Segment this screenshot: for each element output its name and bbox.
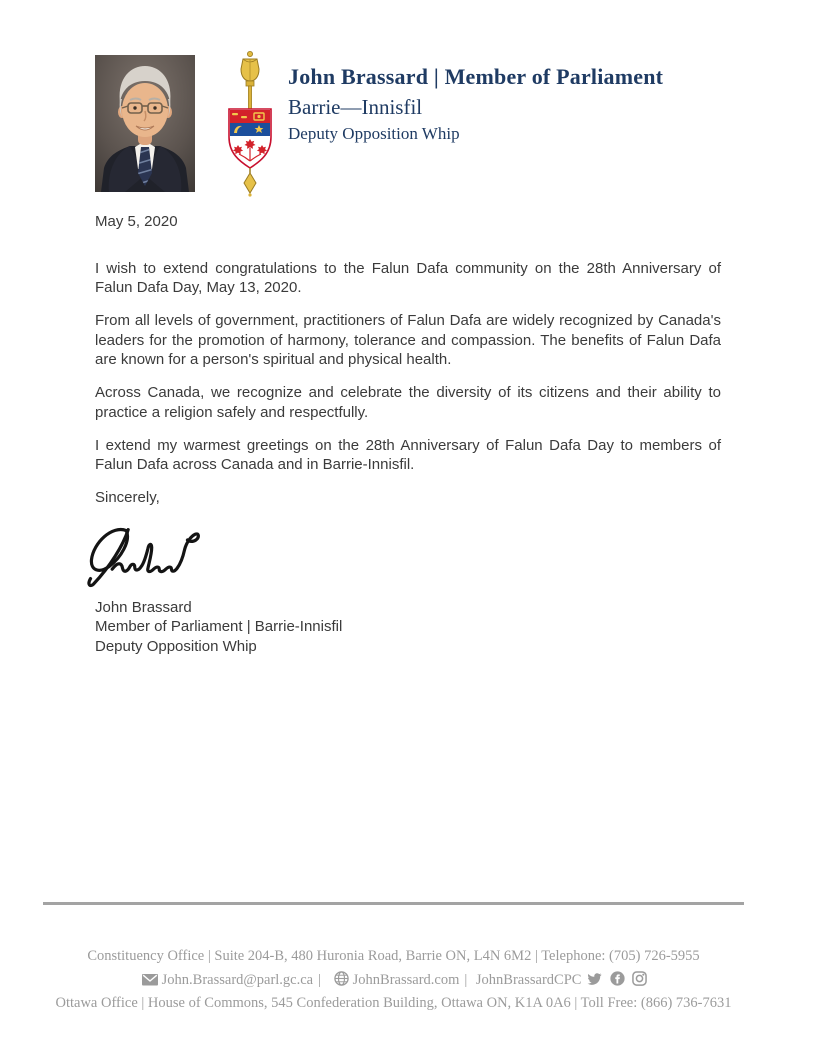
paragraph-3: Across Canada, we recognize and celebrate the diversity of its citizens and their ability to practice a religion safely and respectfully. [95, 384, 721, 421]
email-link[interactable]: John.Brassard@parl.gc.ca [161, 971, 314, 988]
website-link[interactable]: JohnBrassard.com [352, 971, 460, 988]
riding-name: Barrie—Innisfil [288, 95, 423, 119]
footer-contact-line [43, 969, 744, 992]
letter-date: May 5, 2020 [95, 213, 178, 230]
footer-separator: | [318, 971, 322, 988]
mp-portrait-photo [95, 55, 195, 192]
social-handle: JohnBrassardCPC [475, 971, 582, 988]
twitter-icon[interactable] [587, 973, 602, 986]
letterhead [288, 64, 728, 145]
instagram-icon[interactable] [632, 971, 647, 986]
paragraph-2: From all levels of government, practitioners of Falun Dafa are widely recognized by Canada's leaders for the promotion of harmony, tolerance and compassion. The benefits of Falun Dafa are known for a person's spiritual and physical health. [95, 312, 721, 368]
footer [43, 945, 744, 1016]
closing-salutation: Sincerely, [95, 489, 160, 506]
letter-body [95, 212, 721, 656]
globe-icon [334, 971, 349, 986]
signer-role: Deputy Opposition Whip [95, 637, 257, 655]
footer-separator: | [464, 971, 468, 988]
parliament-mace-crest [221, 49, 279, 197]
footer-constituency-office: Constituency Office | Suite 204-B, 480 Huronia Road, Barrie ON, L4N 6M2 | Telephone: (705) 726-5955 [87, 948, 700, 964]
social-icons [585, 972, 649, 988]
signer-name: John Brassard [95, 598, 192, 616]
paragraph-1: I wish to extend congratulations to the Falun Dafa community on the 28th Anniversary of Falun Dafa Day, May 13, 2020. [95, 259, 721, 296]
role-title: Deputy Opposition Whip [288, 124, 460, 143]
envelope-icon [142, 973, 158, 986]
footer-ottawa-office: Ottawa Office | House of Commons, 545 Confederation Building, Ottawa ON, K1A 0A6 | Toll Free: (866) 736-7631 [55, 995, 732, 1011]
facebook-icon[interactable] [610, 971, 625, 986]
paragraph-4: I extend my warmest greetings on the 28th Anniversary of Falun Dafa Day to members of Falun Dafa across Canada and in Barrie-Innisfil. [95, 436, 721, 473]
handwritten-signature-icon [83, 524, 211, 588]
footer-divider [43, 902, 744, 905]
page-title: John Brassard | Member of Parliament [288, 64, 664, 89]
signer-title: Member of Parliament | Barrie-Innisfil [95, 618, 343, 635]
